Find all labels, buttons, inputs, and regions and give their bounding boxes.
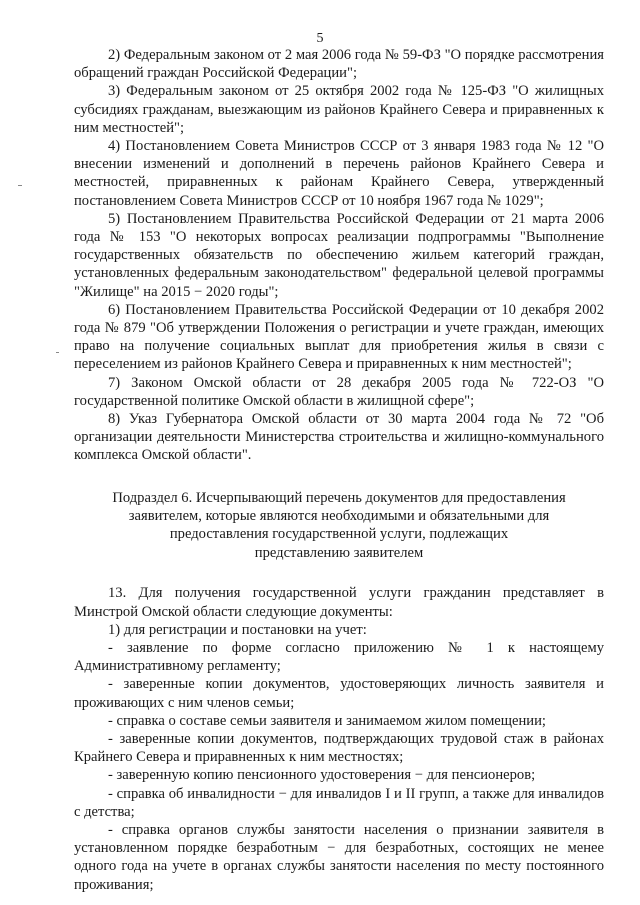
list-item: 3) Федеральным законом от 25 октября 2002 года № 125-ФЗ "О жилищных субсидиях гражданам, выезжающим из районов Крайнего Севера и приравненных к ним местностей";: [74, 83, 604, 136]
list-item: 7) Законом Омской области от 28 декабря 2005 года № 722-ОЗ "О государственной политике Омской области в жилищной сфере";: [74, 374, 604, 409]
margin-mark: [18, 185, 22, 186]
document-body: [74, 46, 604, 894]
heading-line: Подраздел 6. Исчерпывающий перечень документов для предоставления: [112, 489, 566, 506]
heading-line: предоставления государственной услуги, подлежащих: [169, 526, 509, 543]
paragraph: - заверенные копии документов, удостоверяющих личность заявителя и проживающих с ним членов семьи;: [74, 676, 604, 711]
paragraph: - справка об инвалидности − для инвалидов I и II групп, а также для инвалидов с детства;: [74, 785, 604, 820]
list-item: 8) Указ Губернатора Омской области от 30 марта 2004 года № 72 "Об организации деятельности Министерства строительства и жилищно-коммунального комплекса Омской области".: [74, 411, 604, 464]
list-item: 5) Постановлением Правительства Российской Федерации от 21 марта 2006 года № 153 "О некоторых вопросах реализации подпрограммы "Выполнение государственных обязательств по обеспечению жильем категорий граждан, установленных федеральным законодательством" федеральной целевой программы "Жилище" на 2015 − 2020 годы";: [74, 210, 604, 300]
list-item: 6) Постановлением Правительства Российской Федерации от 10 декабря 2002 года № 879 "Об утверждении Положения о регистрации и учете граждан, имеющих право на получение социальных выплат для приобретения жилья в связи с переселением из районов Крайнего Севера и приравненных к ним местностей";: [74, 301, 604, 373]
paragraph: - справка о составе семьи заявителя и занимаемом жилом помещении;: [108, 712, 546, 729]
paragraph: 1) для регистрации и постановки на учет:: [108, 621, 367, 638]
paragraph: - справка органов службы занятости населения о признании заявителя в установленном порядке безработным − для безработных, состоящих не менее одного года на учете в органах службы занятости населения по месту постоянного проживания;: [74, 821, 604, 893]
page-number: 5: [316, 31, 324, 46]
heading-line: заявителем, которые являются необходимыми и обязательными для: [128, 508, 550, 525]
paragraph: - заверенные копии документов, подтверждающих трудовой стаж в районах Крайнего Севера и приравненных к ним местностях;: [74, 730, 604, 766]
paragraph: - заявление по форме согласно приложению № 1 к настоящему Административному регламенту;: [74, 639, 604, 675]
paragraph: 13. Для получения государственной услуги гражданин представляет в Минстрой Омской области следующие документы:: [74, 585, 604, 620]
list-item: 2) Федеральным законом от 2 мая 2006 года № 59-ФЗ "О порядке рассмотрения обращений граждан Российской Федерации";: [74, 47, 604, 82]
subsection-heading: [74, 489, 604, 563]
paragraph: - заверенную копию пенсионного удостоверения − для пенсионеров;: [108, 767, 536, 784]
heading-line: представлению заявителем: [254, 544, 424, 561]
margin-mark: [56, 352, 59, 353]
list-item: 4) Постановлением Совета Министров СССР от 3 января 1983 года № 12 "О внесении изменений и дополнений в перечень районов Крайнего Севера и местностей, приравненных к районам Крайнего Севера, утвержденный постановлением Совета Министров СССР от 10 ноября 1967 года № 1029";: [74, 138, 604, 209]
